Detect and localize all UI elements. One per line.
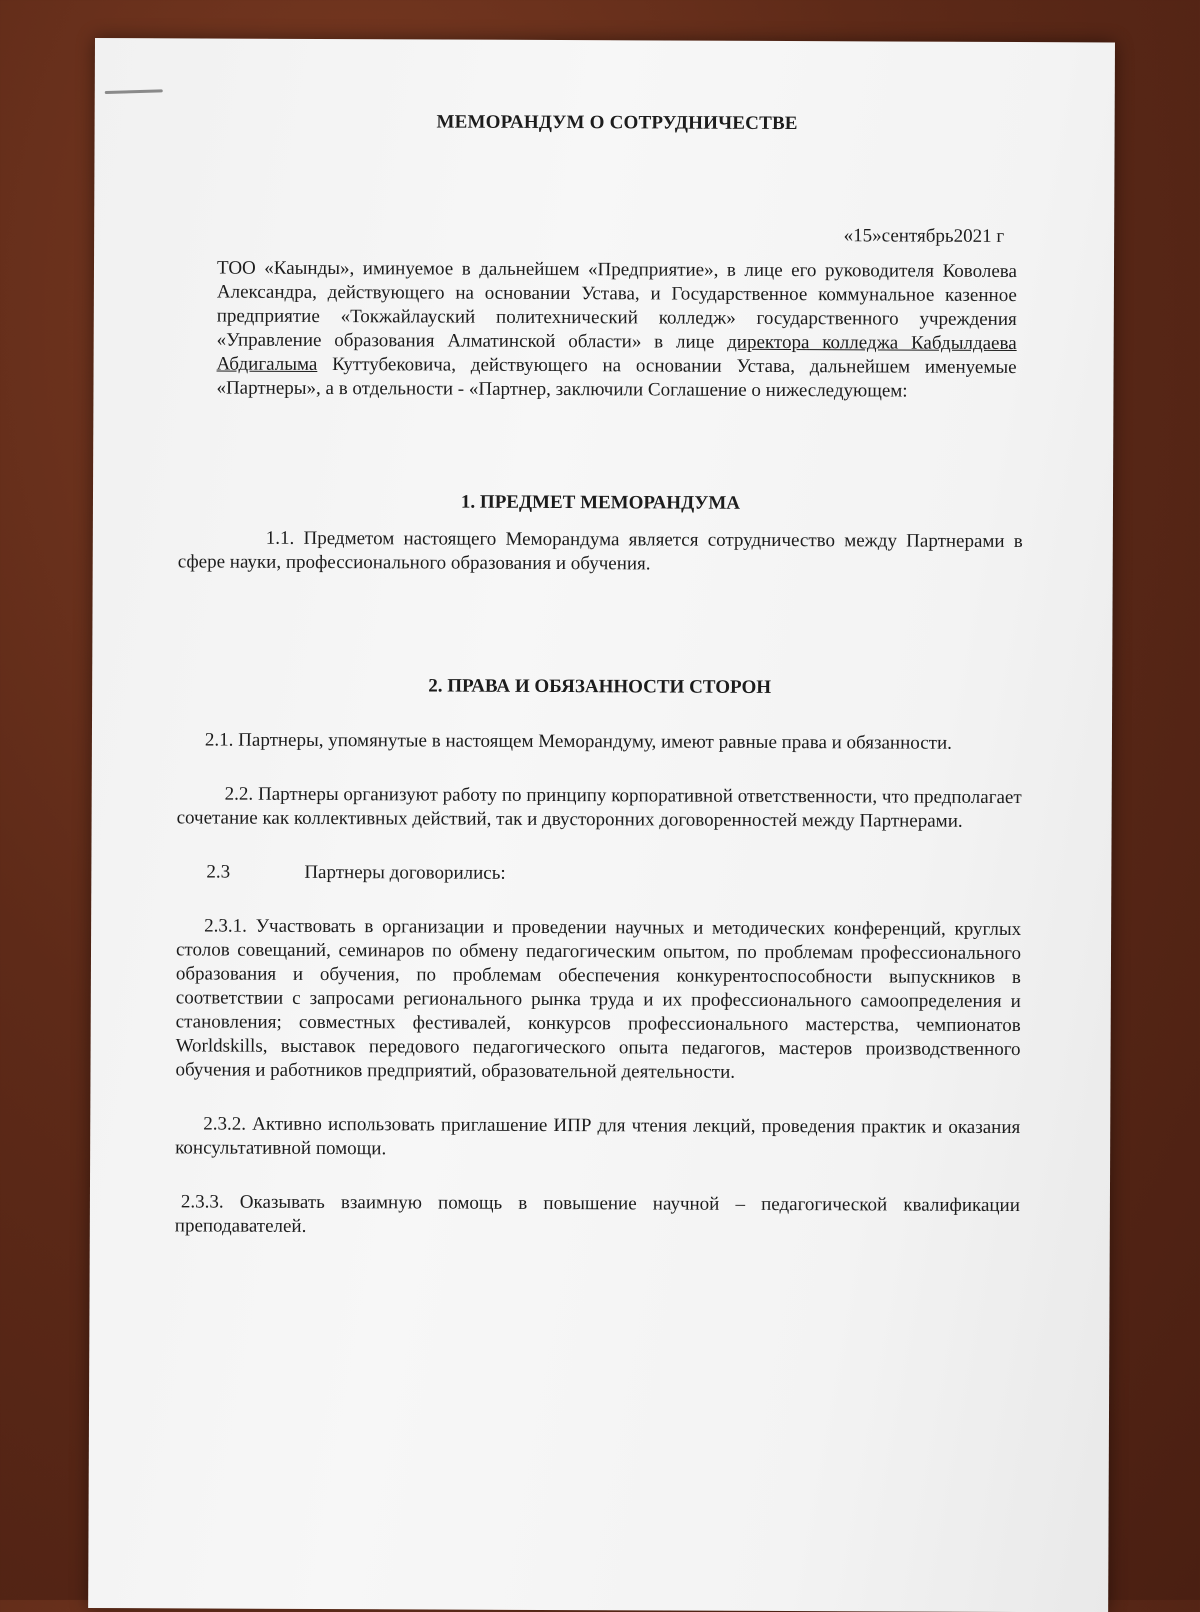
clause-2-3 [176,860,1021,888]
document-content [175,110,1025,1242]
clause-2-3-number: 2.3 [206,861,231,883]
intro-text-part2: Куттубековича, действующего на основании Устава, дальнейшем именуемые «Партнеры», а в отдельности - «Партнер, заключили Соглашение о нижеследующем: [216,353,1017,402]
clause-2-3-1: 2.3.1. Участвовать в организации и проведении научных и методических конференций, круглых столов совещаний, семинаров по обмену педагогическим опытом, по проблемам профессионального образования и обучения, по проблемам обеспечения конкурентоспособности выпускников в соответствии с запросами регионального рынка труда и их профессионального самоопределения и становления; совместных фестивалей, конкурсов профессионального мастерства, чемпионатов Worldskills, выставок передового педагогического опыта педагогов, мастеров производственного обучения и работников предприятий, образовательной деятельности. [175,915,1022,1083]
document-page [88,38,1115,1612]
clause-2-2: 2.2. Партнеры организуют работу по принципу корпоративной ответственности, что предполагает сочетание как коллективных действий, так и двусторонних договоренностей между Партнерами. [176,783,1022,832]
section-2-title: 2. ПРАВА И ОБЯЗАННОСТИ СТОРОН [428,675,772,698]
intro-text-part1: ТОО «Каынды», иминуемое в дальнейшем «Предприятие», в лице его руководителя Коволева Александра, действующего на основании Устава, и Государственное коммунальное казенное предприятие «Токжайлауский политехнический колледж» государственного учреждения «Управление образования Алматинской области» в лице [216,257,1018,353]
document-title: МЕМОРАНДУМ О СОТРУДНИЧЕСТВЕ [436,111,798,135]
clause-2-3-text: Партнеры договорились: [304,861,506,884]
clause-2-3-3: 2.3.3. Оказывать взаимную помощь в повышение научной – педагогической квалификации преподавателей. [174,1191,1020,1237]
intro-underlined-text: директора колледжа Кабдылдаева Абдигалыма [216,331,1017,375]
clause-2-1: 2.1. Партнеры, упомянутые в настоящем Меморандуму, имеют равные права и обязанности. [204,729,952,754]
section-1-title: 1. ПРЕДМЕТ МЕМОРАНДУМА [460,491,741,514]
document-date: «15»сентябрь2021 г [843,225,1005,247]
staple-mark [105,89,163,94]
clause-2-3-2: 2.3.2. Активно использовать приглашение ИПР для чтения лекций, проведения практик и оказания консультативной помощи. [175,1113,1021,1160]
intro-paragraph [178,256,1017,404]
clause-1-1: 1.1. Предметом настоящего Меморандума является сотрудничество между Партнерами в сфере науки, профессионального образования и обучения. [177,527,1023,575]
